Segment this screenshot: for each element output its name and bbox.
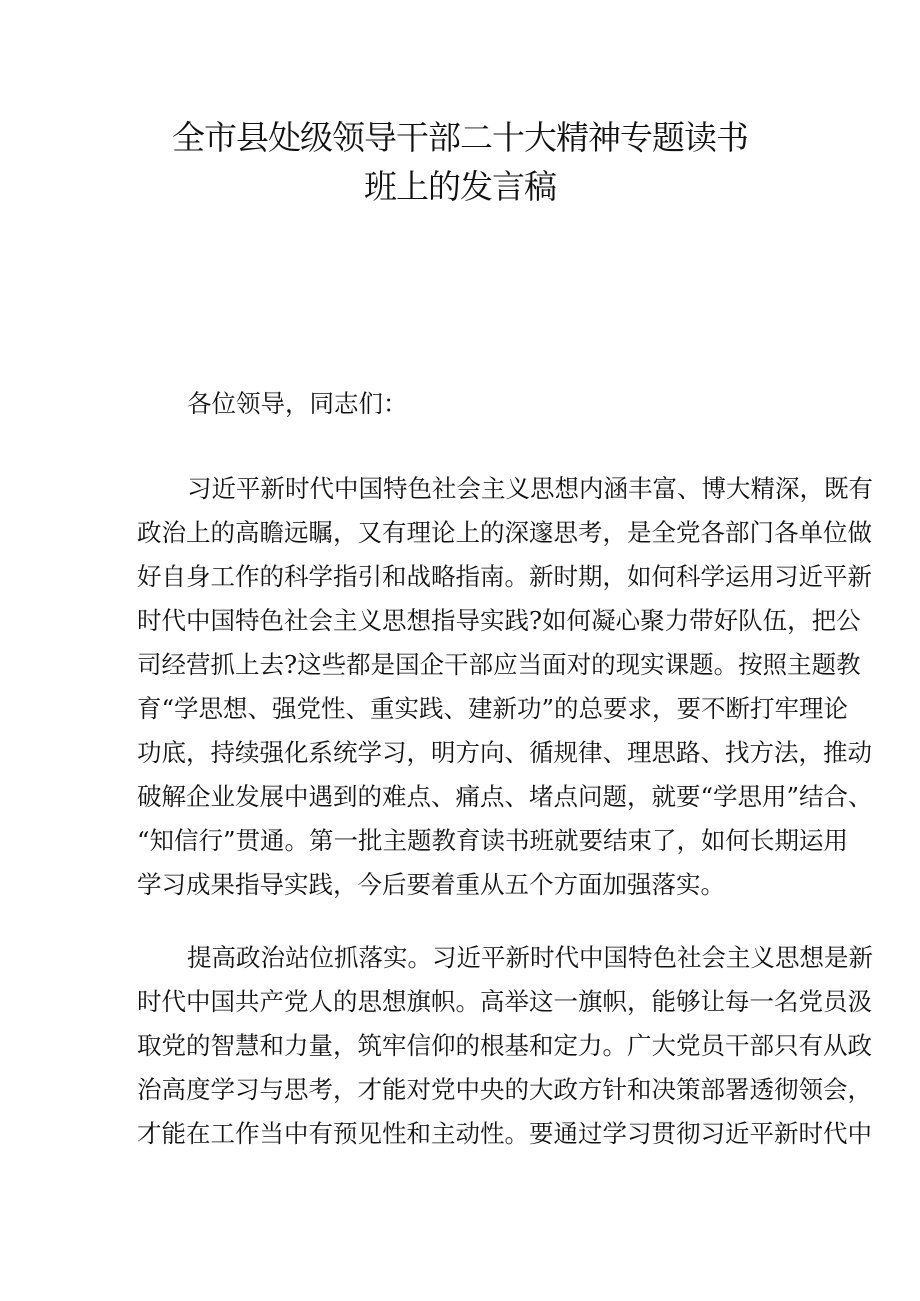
paragraph-line: 时代中国特色社会主义思想指导实践?如何凝心聚力带好队伍，把公 <box>137 606 861 635</box>
salutation: 各位领导，同志们： <box>187 389 408 418</box>
paragraph-line: 功底，持续强化系统学习，明方向、循规律、理思路、找方法，推动 <box>137 738 872 767</box>
paragraph-line: “知信行”贯通。第一批主题教育读书班就要结束了，如何长期运用 <box>137 826 849 855</box>
paragraph-line: 取党的智慧和力量，筑牢信仰的根基和定力。广大党员干部只有从政 <box>137 1031 872 1060</box>
paragraph-2 <box>137 936 873 1156</box>
paragraph-line: 时代中国共产党人的思想旗帜。高举这一旗帜，能够让每一名党员汲 <box>137 987 872 1016</box>
paragraph-line: 司经营抓上去?这些都是国企干部应当面对的现实课题。按照主题教 <box>137 650 861 679</box>
document-title-line-1: 全市县处级领导干部二十大精神专题读书 <box>172 118 748 157</box>
document-title-line-2: 班上的发言稿 <box>364 167 556 206</box>
paragraph-line: 破解企业发展中遇到的难点、痛点、堵点问题，就要“学思用”结合、 <box>137 782 873 811</box>
paragraph-line: 提高政治站位抓落实。习近平新时代中国特色社会主义思想是新 <box>187 943 873 972</box>
paragraph-line: 育“学思想、强党性、重实践、建新功”的总要求，要不断打牢理论 <box>137 694 849 723</box>
paragraph-line: 政治上的高瞻远瞩，又有理论上的深邃思考，是全党各部门各单位做 <box>137 518 872 547</box>
paragraph-line: 习近平新时代中国特色社会主义思想内涵丰富、博大精深，既有 <box>187 474 873 503</box>
paragraph-1 <box>137 467 873 907</box>
paragraph-line: 治高度学习与思考，才能对党中央的大政方针和决策部署透彻领会， <box>137 1075 872 1104</box>
paragraph-line: 学习成果指导实践，今后要着重从五个方面加强落实。 <box>137 870 725 899</box>
paragraph-line: 才能在工作当中有预见性和主动性。要通过学习贯彻习近平新时代中 <box>137 1119 872 1148</box>
paragraph-line: 好自身工作的科学指引和战略指南。新时期，如何科学运用习近平新 <box>137 562 872 591</box>
